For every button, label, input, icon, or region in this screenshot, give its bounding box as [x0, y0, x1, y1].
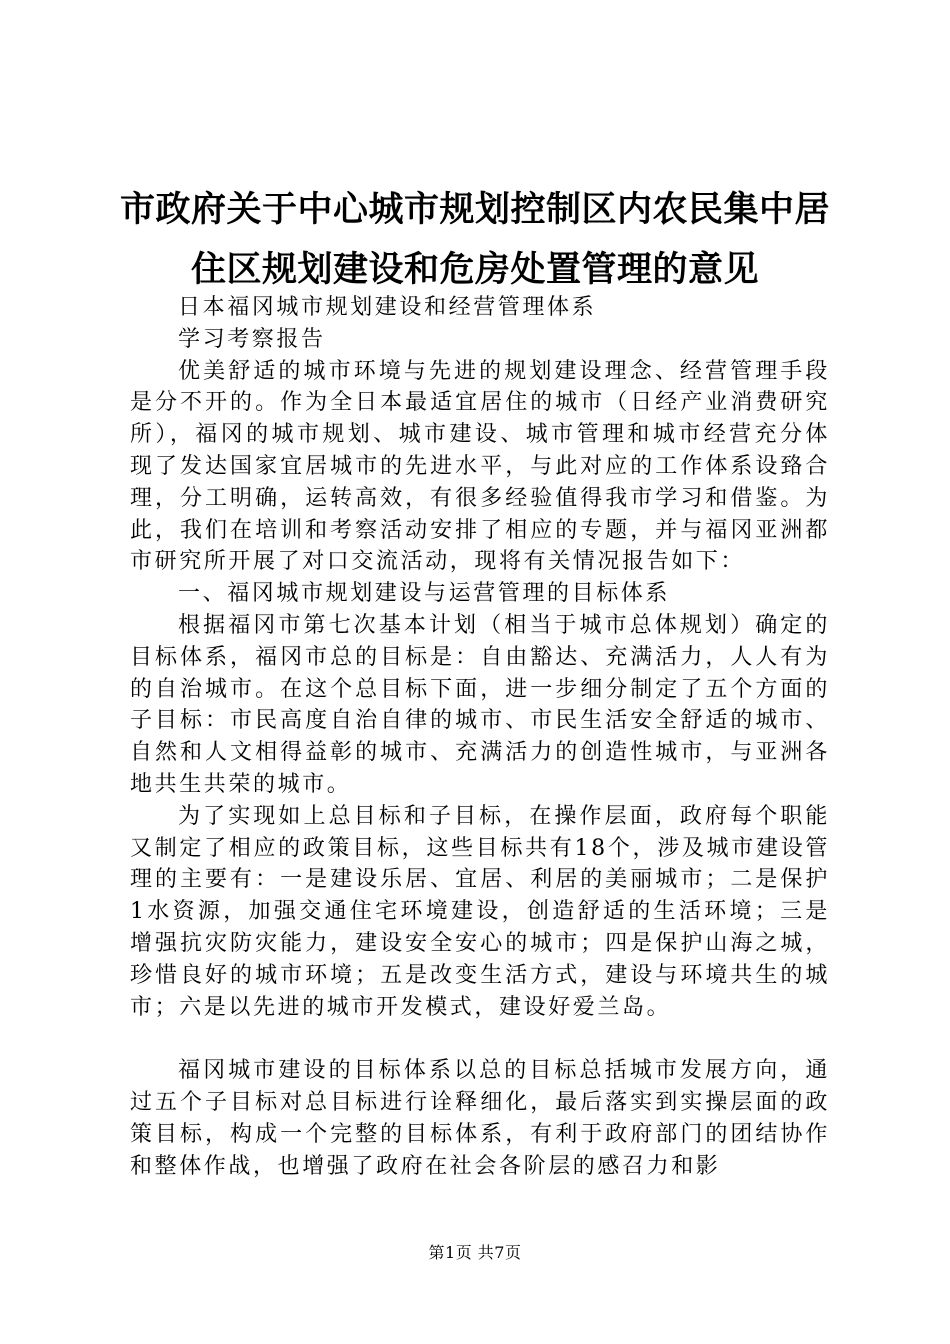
- title-line-2: 住区规划建设和危房处置管理的意见: [190, 250, 759, 290]
- title-line-1: 市政府关于中心城市规划控制区内农民集中居: [119, 190, 830, 230]
- intro-paragraph: 优美舒适的城市环境与先进的规划建设理念、经营管理手段是分不开的。作为全日本最适宜居住的城市（日经产业消费研究所），福冈的城市规划、城市建设、城市管理和城市经营充分体现了发达国家宜居城市的先进水平，与此对应的工作体系设臵合理，分工明确，运转高效，有很多经验值得我市学习和借鉴。为此，我们在培训和考察活动安排了相应的专题，并与福冈亚洲都市研究所开展了对口交流活动，现将有关情况报告如下：: [130, 358, 830, 575]
- summary-paragraph: 福冈城市建设的目标体系以总的目标总括城市发展方向，通过五个子目标对总目标进行诠释细化，最后落实到实操层面的政策目标，构成一个完整的目标体系，有利于政府部门的团结协作和整体作战，也增强了政府在社会各阶层的感召力和影: [130, 1058, 830, 1179]
- page-number-footer: 第1页 共7页: [428, 1243, 522, 1262]
- policy-goals-paragraph: 为了实现如上总目标和子目标，在操作层面，政府每个职能又制定了相应的政策目标，这些目标共有18个，涉及城市建设管理的主要有：一是建设乐居、宜居、利居的美丽城市；二是保护1水资源，加强交通住宅环境建设，创造舒适的生活环境；三是增强抗灾防灾能力，建设安全安心的城市；四是保护山海之城，珍惜良好的城市环境；五是改变生活方式，建设与环境共生的城市；六是以先进的城市开发模式，建设好爱兰岛。: [130, 803, 830, 1020]
- report-subtitle-line-2: 学习考察报告: [178, 326, 326, 352]
- document-body: [130, 292, 830, 1182]
- document-title: [110, 180, 840, 300]
- report-subtitle-line-1: 日本福冈城市规划建设和经营管理体系: [178, 295, 597, 320]
- section-heading: 一、福冈城市规划建设与运营管理的目标体系: [178, 581, 671, 607]
- goal-system-paragraph: 根据福冈市第七次基本计划（相当于城市总体规划）确定的目标体系，福冈市总的目标是：自由豁达、充满活力，人人有为的自治城市。在这个总目标下面，进一步细分制定了五个方面的子目标：市民高度自治自律的城市、市民生活安全舒适的城市、自然和人文相得益彰的城市、充满活力的创造性城市，与亚洲各地共生共荣的城市。: [130, 612, 830, 797]
